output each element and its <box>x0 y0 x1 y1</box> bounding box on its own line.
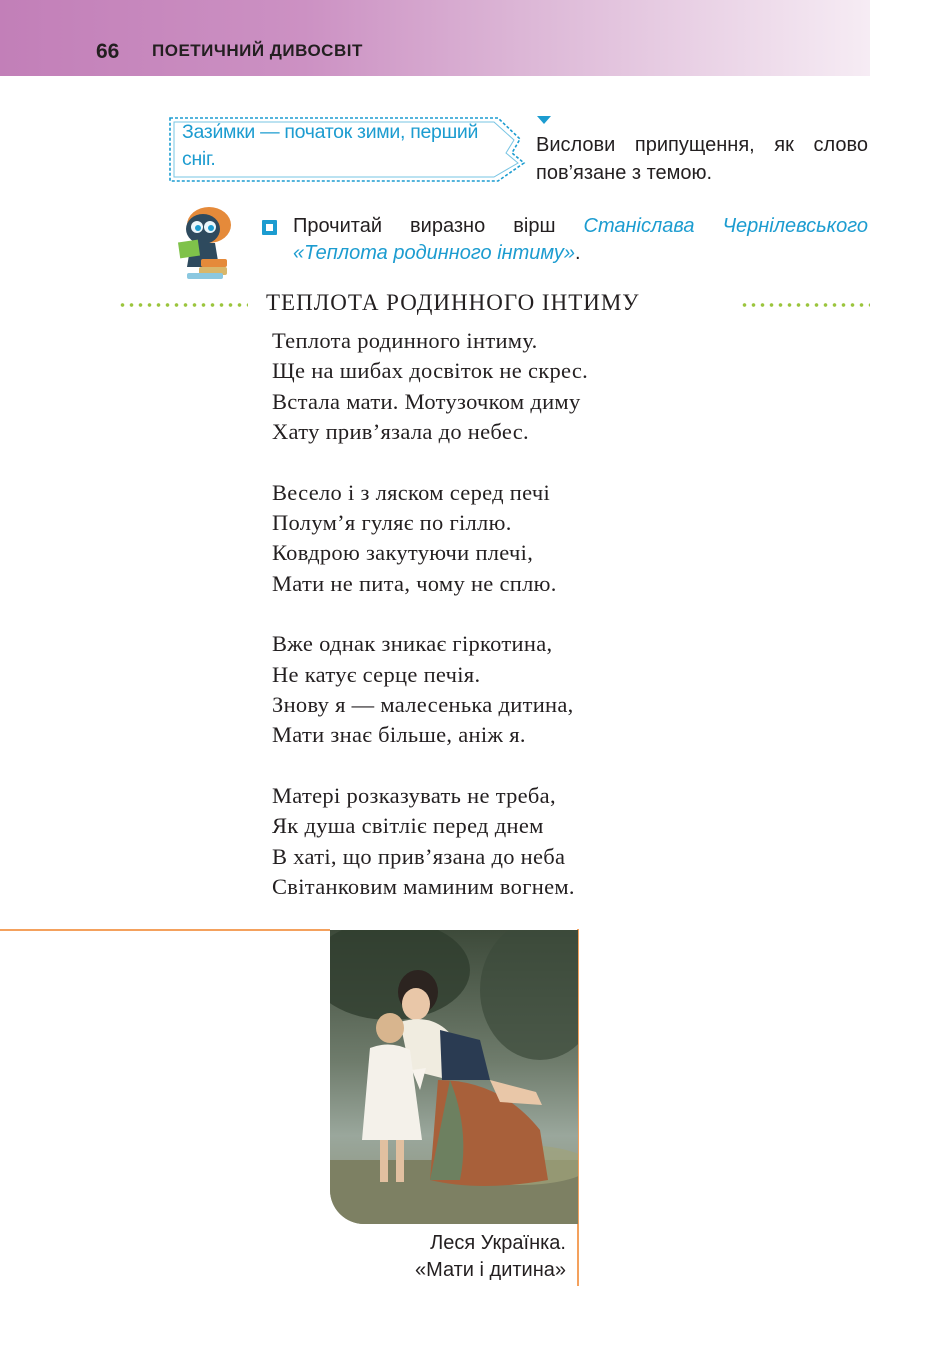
poem-body <box>272 326 588 933</box>
task-suffix: . <box>575 242 581 264</box>
poem-stanza <box>272 326 588 447</box>
poem-line: Весело і з ляском серед печі <box>272 479 551 505</box>
poem-line: Як душа світліє перед днем <box>272 813 544 839</box>
poem-line: Знову я — малесенька дитина, <box>272 691 574 717</box>
poem-line: Матері розказувать не треба, <box>272 783 556 809</box>
caption-artist: Леся Українка. <box>430 1232 566 1254</box>
dotted-divider-left <box>118 303 248 307</box>
poem-line: Мати не пита, чому не сплю. <box>272 570 557 596</box>
page-number: 66 <box>96 40 120 63</box>
dotted-divider-right <box>740 303 870 307</box>
poem-line: В хаті, що прив’язана до неба <box>272 843 566 869</box>
section-title: ПОЕТИЧНИЙ ДИВОСВІТ <box>152 41 363 60</box>
poem-line: Ковдрою закутуючи плечі, <box>272 540 534 566</box>
poem-line: Вже однак зникає гіркотина, <box>272 631 553 657</box>
caption-title: «Мати і дитина» <box>414 1259 566 1281</box>
task-text <box>293 213 868 267</box>
reading-mascot-icon <box>165 203 237 281</box>
orange-frame-line <box>0 929 330 931</box>
header-band <box>0 0 870 76</box>
poem-line: Ще на шибах досвіток не скрес. <box>272 358 589 384</box>
poem-stanza <box>272 629 588 750</box>
vocabulary-box <box>168 115 520 183</box>
poem-title: ТЕПЛОТА РОДИННОГО ІНТИМУ <box>266 290 640 315</box>
task-square-icon <box>262 220 277 235</box>
vocabulary-definition: Зази́мки — початок зими, перший сніг. <box>182 121 479 170</box>
poem-line: Теплота родинного інтиму. <box>272 328 538 353</box>
task-poem-title: «Теплота родинного інтиму» <box>293 242 576 264</box>
poem-line: Хату прив’язала до небес. <box>272 418 529 444</box>
vocabulary-hint: Вислови припущення, як слово пов’язане з темою. <box>536 134 868 184</box>
painting-caption <box>340 1230 566 1284</box>
task-prefix: Прочитай виразно вірш <box>293 215 584 237</box>
poem-line: Світанковим маминим вогнем. <box>272 873 575 899</box>
poem-stanza <box>272 781 588 902</box>
task-author: Станіслава Чернілевського <box>583 215 868 237</box>
poem-stanza <box>272 478 588 599</box>
poem-line: Полум’я гуляє по гіллю. <box>272 509 512 535</box>
poem-line: Не катує серце печія. <box>272 661 481 687</box>
poem-line: Мати знає більше, аніж я. <box>272 722 526 748</box>
painting-mother-and-child <box>330 930 578 1224</box>
poem-line: Встала мати. Мотузочком диму <box>272 388 581 414</box>
triangle-marker-icon <box>537 116 551 124</box>
